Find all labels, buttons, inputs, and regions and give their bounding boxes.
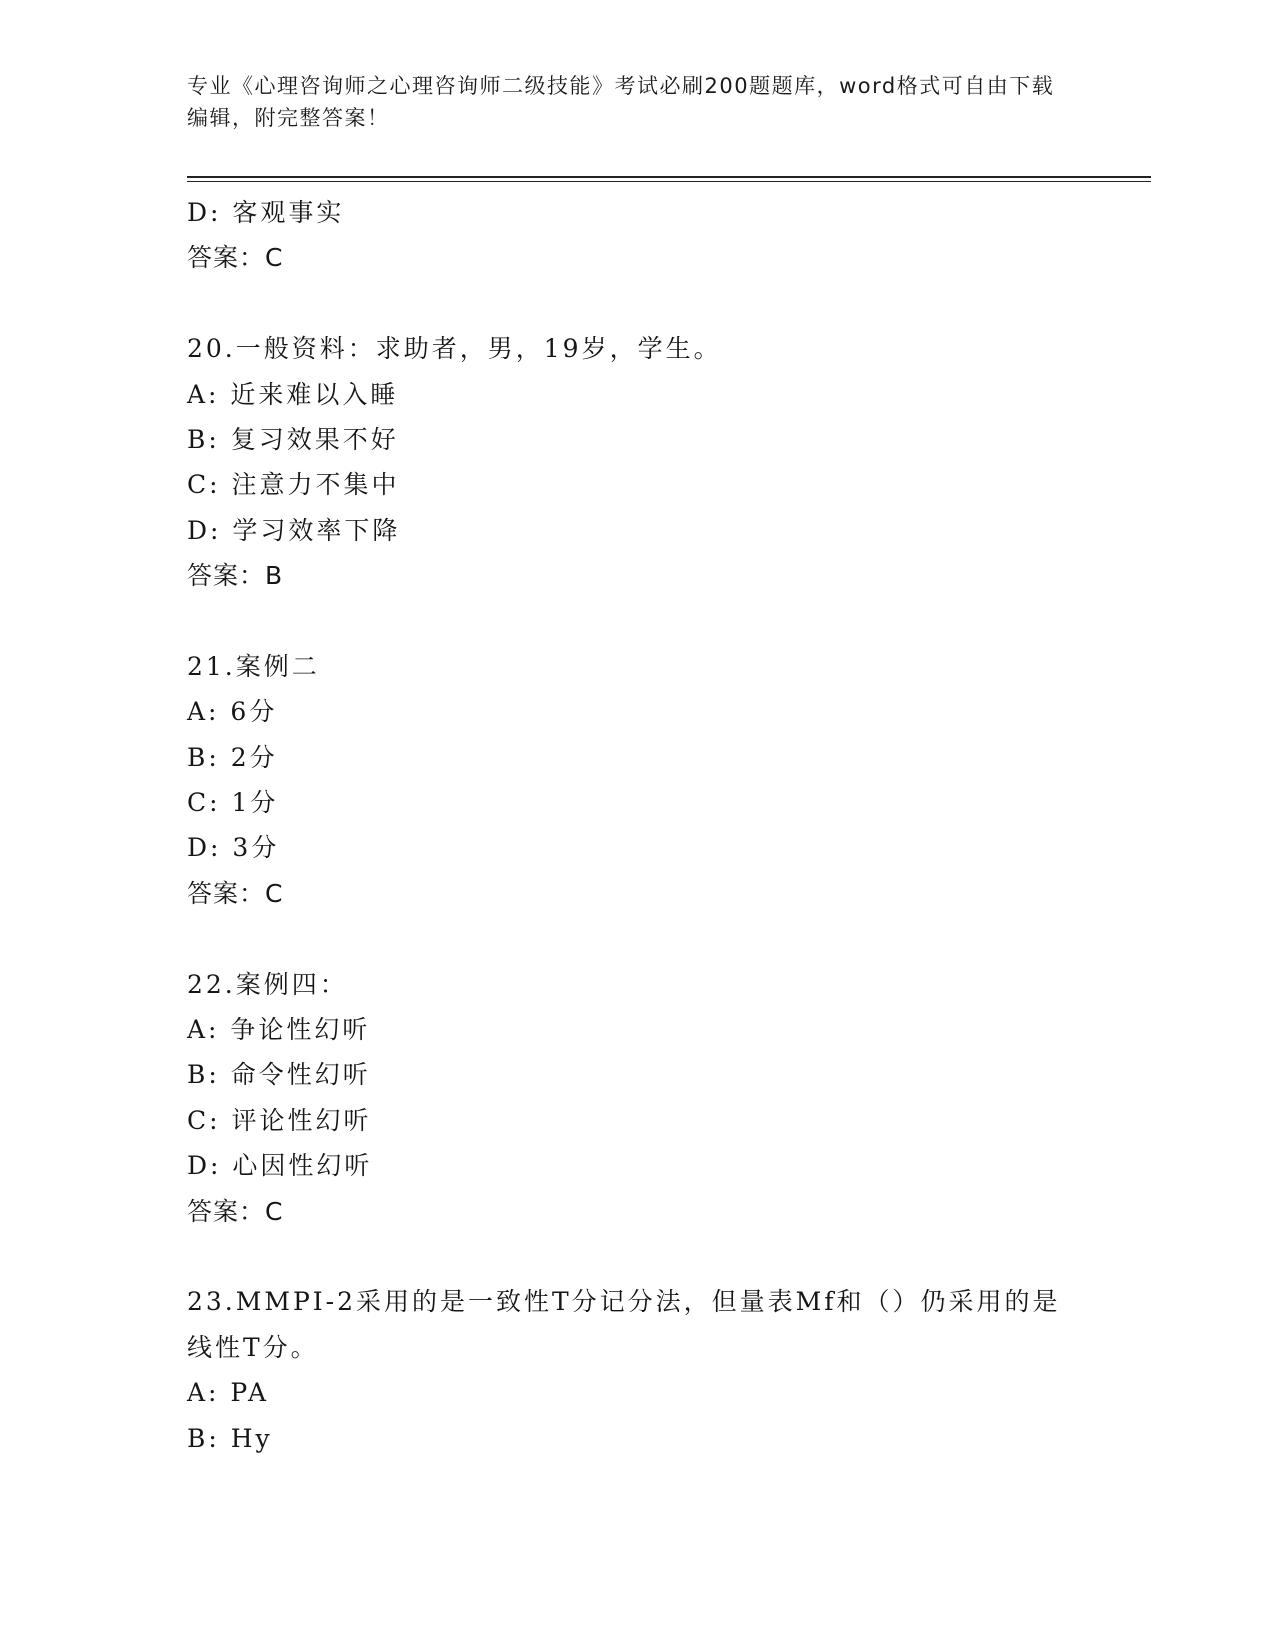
question-list (187, 190, 1087, 1461)
document-header (187, 70, 1067, 134)
answer-line: 答案：C (187, 243, 284, 273)
header-divider-thick (187, 176, 1151, 178)
answer-line: 答案：C (187, 878, 284, 908)
answer-line: 答案：C (187, 1196, 284, 1226)
option-d: D: 学习效率下降 (187, 515, 401, 545)
option-a: A: 争论性幻听 (187, 1015, 371, 1045)
question-23 (187, 1279, 1087, 1461)
question-stem: 22.案例四： (187, 969, 348, 999)
spacer (187, 916, 1087, 961)
spacer (187, 1234, 1087, 1279)
question-stem: 20.一般资料：求助者，男，19岁，学生。 (187, 334, 722, 364)
option-a: A: 6分 (187, 697, 278, 727)
spacer (187, 281, 1087, 326)
question-stem-line-1: 23.MMPI-2采用的是一致性T分记分法，但量表Mf和（）仍采用的是 (187, 1287, 1061, 1317)
question-21 (187, 644, 1087, 916)
header-divider-thin (187, 181, 1151, 182)
question-stem: 21.案例二 (187, 651, 320, 681)
spacer (187, 599, 1087, 644)
option-b: B: 2分 (187, 742, 278, 772)
option-b: B: 命令性幻听 (187, 1060, 371, 1090)
option-a: A: 近来难以入睡 (187, 379, 399, 409)
option-b: B: 复习效果不好 (187, 424, 399, 454)
answer-line: 答案：B (187, 561, 284, 591)
option-c: C: 评论性幻听 (187, 1105, 372, 1135)
question-22 (187, 962, 1087, 1234)
option-d: D: 客观事实 (187, 198, 345, 227)
option-a: A: PA (187, 1378, 270, 1408)
option-d: D: 心因性幻听 (187, 1151, 373, 1181)
question-20 (187, 326, 1087, 598)
option-c: C: 注意力不集中 (187, 470, 400, 500)
option-d: D: 3分 (187, 833, 280, 863)
option-b: B: Hy (187, 1423, 273, 1453)
question-stem-line-2: 线性T分。 (187, 1332, 319, 1362)
header-title: 专业《心理咨询师之心理咨询师二级技能》考试必刷200题题库，word格式可自由下载编辑，附完整答案！ (187, 74, 1055, 130)
option-c: C: 1分 (187, 788, 279, 818)
